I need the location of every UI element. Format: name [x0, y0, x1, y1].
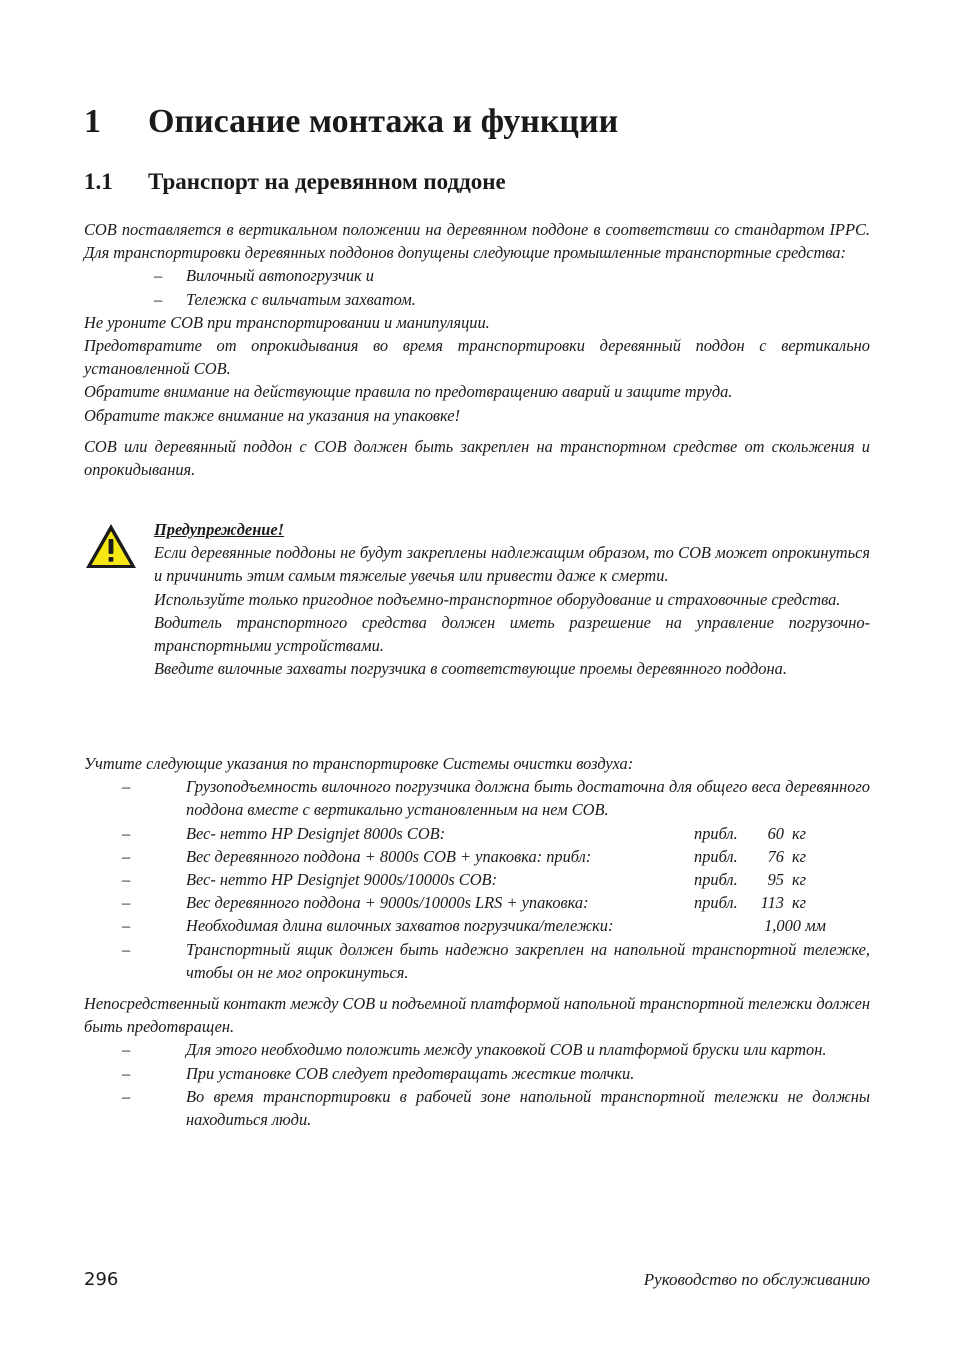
warning-paragraph: Если деревянные поддоны не будут закреплены надлежащим образом, то СОВ может опрокинуться и причинить этим самым тяжелые увечья или привести даже к смерти. — [154, 543, 870, 586]
list-item: – Тележка с вильчатым захватом. — [154, 289, 416, 309]
warning-paragraph: Используйте только пригодное подъемно-транспортное оборудование и страховочные средства. — [154, 589, 841, 609]
intro-block — [84, 218, 870, 481]
list-item: – Грузоподъемность вилочного погрузчика должна быть достаточна для общего веса деревянного поддона вместе с вертикально установленным на нем СОВ. — [122, 777, 870, 820]
paragraph: Обратите также внимание на указания на упаковке! — [84, 405, 461, 425]
warning-triangle-icon — [84, 522, 138, 570]
footer-title: Руководство по обслуживанию — [643, 1270, 870, 1289]
fork-length-row: – Необходимая длина вилочных захватов погрузчика/тележки: 1,000 мм — [122, 916, 826, 936]
weight-row: – Вес деревянного поддона + 8000s СОВ + упаковка: прибл: прибл. 76 кг — [122, 846, 807, 866]
warning-paragraph: Введите вилочные захваты погрузчика в соответствующие проемы деревянного поддона. — [154, 659, 787, 679]
paragraph: Учтите следующие указания по транспортировке Системы очистки воздуха: — [84, 754, 634, 773]
list-item: – При установке СОВ следует предотвращать жесткие толчки. — [122, 1063, 635, 1083]
list-item: – Транспортный ящик должен быть надежно закреплен на напольной транспортной тележке, чтобы он не мог опрокинуться. — [122, 939, 870, 982]
section-heading — [84, 166, 506, 198]
list-item: – Для этого необходимо положить между упаковкой СОВ и платформой бруски или картон. — [122, 1040, 827, 1060]
list-item: – Во время транспортировки в рабочей зоне напольной транспортной тележки не должны находиться люди. — [122, 1086, 870, 1130]
page-number: 296 — [84, 1269, 119, 1290]
warning-block — [84, 518, 870, 680]
transport-block — [84, 752, 870, 1131]
weight-row: – Вес- нетто HP Designjet 9000s/10000s COB: прибл. 95 кг — [122, 870, 807, 890]
warning-paragraph: Водитель транспортного средства должен иметь разрешение на управление погрузочно-транспортными устройствами. — [154, 612, 870, 656]
paragraph: Непосредственный контакт между СОВ и подъемной платформой напольной транспортной тележки должен быть предотвращен. — [84, 994, 870, 1037]
section-number: 1.1 — [84, 169, 113, 194]
warning-title: Предупреждение! — [154, 520, 285, 539]
chapter-title: Описание монтажа и функции — [148, 103, 619, 140]
section-title: Транспорт на деревянном поддоне — [148, 169, 506, 194]
list-item: – Вилочный автопогрузчик и — [154, 266, 374, 286]
intro-paragraph: СОВ поставляется в вертикальном положении на деревянном поддоне в соответствии со стандартом IPPC. Для транспортировки деревянных поддонов допущены следующие промышленные транспортные средства: — [84, 220, 870, 263]
weight-row: – Вес- нетто HP Designjet 8000s COB: прибл. 60 кг — [122, 823, 807, 843]
paragraph: Предотвратите от опрокидывания во время транспортировки деревянный поддон с вертикально установленной СОВ. — [84, 336, 870, 379]
paragraph: Обратите внимание на действующие правила по предотвращению аварий и защите труда. — [84, 382, 733, 402]
paragraph: Не уроните СОВ при транспортировании и манипуляции. — [84, 312, 490, 332]
chapter-number: 1 — [84, 103, 101, 140]
weight-row: – Вес деревянного поддона + 9000s/10000s LRS + упаковка: прибл. 113 кг — [122, 893, 807, 913]
chapter-heading — [84, 98, 618, 146]
paragraph: СОВ или деревянный поддон с СОВ должен быть закреплен на транспортном средстве от скольжения и опрокидывания. — [84, 436, 870, 480]
